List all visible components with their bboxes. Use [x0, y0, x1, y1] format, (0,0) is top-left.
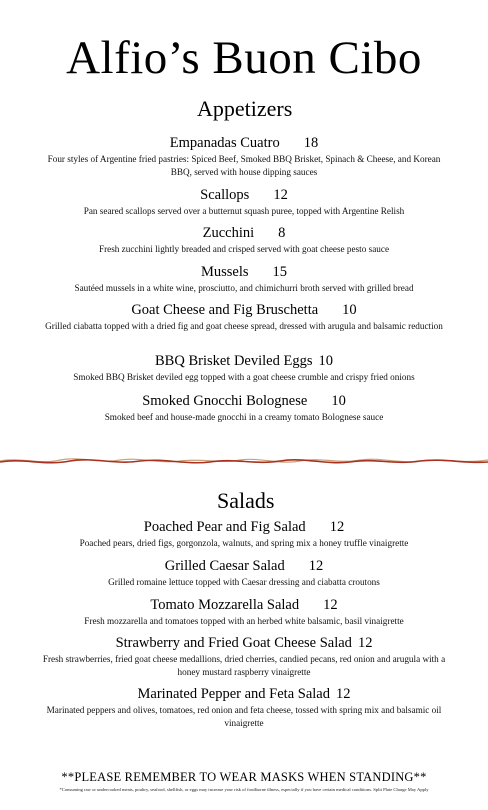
- menu-item-name: Smoked Gnocchi Bolognese: [142, 393, 308, 409]
- menu-item-title: [0, 224, 488, 242]
- menu-item-description: Smoked BBQ Brisket deviled egg topped with a goat cheese crumble and crispy fried onions: [73, 372, 415, 382]
- menu-item-name: Poached Pear and Fig Salad: [143, 519, 306, 535]
- menu-item-price: 18: [303, 135, 319, 151]
- divider-line-red: [0, 460, 488, 463]
- appetizers-heading: Appetizers: [197, 96, 293, 121]
- menu-item-description: Pan seared scallops served over a butternut squash puree, topped with Argentine Relish: [83, 206, 405, 216]
- mask-notice: **PLEASE REMEMBER TO WEAR MASKS WHEN STANDING**: [61, 770, 427, 784]
- menu-item-name: Strawberry and Fried Goat Cheese Salad: [115, 635, 352, 651]
- menu-item-description: Fresh strawberries, fried goat cheese medallions, dried cherries, candied pecans, red onion and arugula with a honey mustard raspberry vinaigrette: [42, 654, 446, 677]
- menu-item-description: Grilled romaine lettuce topped with Caesar dressing and ciabatta croutons: [108, 577, 380, 587]
- menu-item-price: 10: [342, 302, 357, 318]
- menu-item-title: [0, 263, 488, 281]
- menu-item-name: Grilled Caesar Salad: [164, 558, 285, 574]
- menu-item-description: Four styles of Argentine fried pastries: Spiced Beef, Smoked BBQ Brisket, Spinach & Cheese, and Korean BBQ, served with house dipping sauces: [47, 154, 441, 177]
- menu-item-title: [0, 352, 488, 370]
- wavy-divider: [0, 452, 488, 470]
- menu-item-name: Tomato Mozzarella Salad: [150, 597, 300, 613]
- menu-item-name: Goat Cheese and Fig Bruschetta: [131, 302, 319, 318]
- restaurant-title: Alfio’s Buon Cibo: [66, 32, 422, 84]
- menu-item-name: Mussels: [200, 264, 249, 280]
- menu-item-price: 12: [329, 519, 345, 535]
- consumer-advisory: *Consuming raw or undercooked meats, poultry, seafood, shellfish, or eggs may increase your risk of foodborne illness, especially if you have certain medical conditions. Split Plate Charge May Apply: [59, 787, 429, 792]
- menu-item-description: Smoked beef and house-made gnocchi in a creamy tomato Bolognese sauce: [104, 412, 384, 422]
- menu-item-description: Marinated peppers and olives, tomatoes, red onion and feta cheese, tossed with spring mix and balsamic oil vinaigrette: [46, 705, 442, 728]
- menu-item-price: 12: [357, 635, 373, 651]
- menu-item-name: Marinated Pepper and Feta Salad: [137, 686, 330, 702]
- menu-item-name: Empanadas Cuatro: [169, 135, 280, 151]
- menu-item-price: 12: [323, 597, 338, 613]
- menu-item-title: [0, 634, 488, 652]
- menu-item-description: Sautéed mussels in a white wine, prosciutto, and chimichurri broth served with grilled bread: [74, 283, 414, 293]
- menu-item-price: 15: [272, 264, 288, 280]
- menu-item-title: [0, 596, 488, 614]
- menu-item-price: 12: [273, 187, 288, 203]
- menu-item-title: [0, 392, 488, 410]
- menu-item-title: [0, 685, 488, 703]
- menu-item-description: Grilled ciabatta topped with a dried fig and goat cheese spread, dressed with arugula and balsamic reduction: [45, 321, 443, 331]
- menu-item-title: [0, 518, 488, 536]
- salads-heading: Salads: [217, 488, 275, 513]
- menu-item-price: 8: [278, 225, 286, 241]
- menu-item-price: 12: [335, 686, 351, 702]
- menu-item-description: Fresh mozzarella and tomatoes topped with an herbed white balsamic, basil vinaigrette: [84, 616, 404, 626]
- menu-item-title: [0, 557, 488, 575]
- menu-item-title: [0, 186, 488, 204]
- menu-item-price: 12: [308, 558, 324, 574]
- menu-item-title: [0, 134, 488, 152]
- menu-item-name: BBQ Brisket Deviled Eggs: [155, 353, 313, 369]
- menu-item-price: 10: [318, 353, 333, 369]
- menu-item-name: Scallops: [200, 187, 250, 203]
- menu-item-description: Fresh zucchini lightly breaded and crisped served with goat cheese pesto sauce: [98, 244, 390, 254]
- menu-item-name: Zucchini: [202, 225, 255, 241]
- menu-item-title: [0, 301, 488, 319]
- menu-item-description: Poached pears, dried figs, gorgonzola, walnuts, and spring mix a honey truffle vinaigrette: [79, 538, 409, 548]
- menu-item-price: 10: [331, 393, 346, 409]
